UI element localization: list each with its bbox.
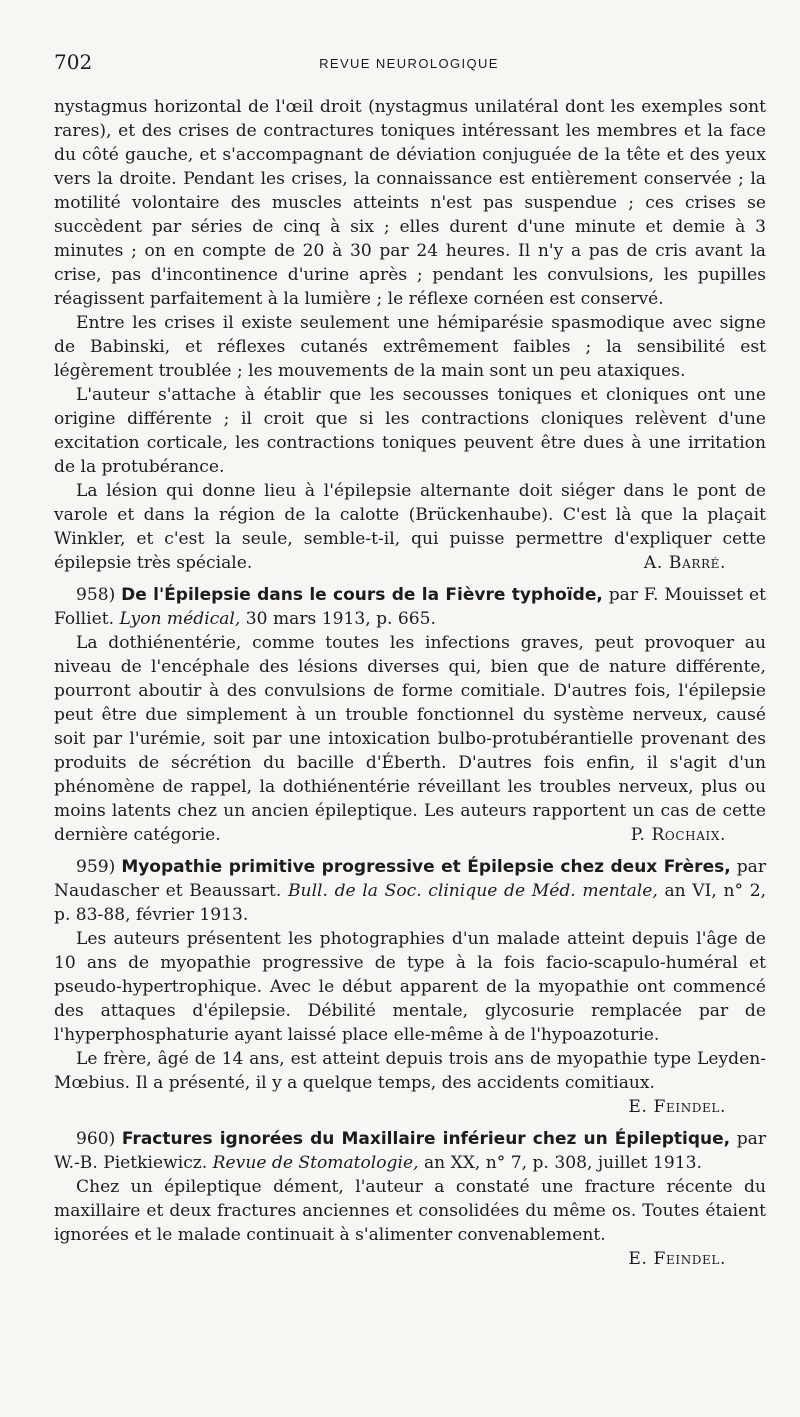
paragraph: Les auteurs présentent les photographies d'un malade atteint depuis l'âge de 10 ans de myopathie progressive de type à la fois facio-scapulo-huméral et pseudo-hypertrophique. Avec le début apparent de la myopathie ont commencé des attaques d'épilepsie. Débilité mentale, glycosurie remplacée par de l'hyperphosphaturie ayant laissé place elle-même à de l'hypoazoturie.	[54, 929, 766, 1045]
entry-journal: Bull. de la Soc. clinique de Méd. mentale,	[288, 881, 658, 901]
paragraph: Entre les crises il existe seulement une hémiparésie spasmodique avec signe de Babinski, et réflexes cutanés extrêmement faibles ; la sensibilité est légèrement troublée ; les mouvements de la main sont un peu ataxiques.	[54, 313, 766, 381]
reviewer-signature: E. Feindel.	[628, 1097, 726, 1117]
entry-title: Myopathie primitive progressive et Épilepsie chez deux Frères,	[121, 857, 731, 877]
page-header	[54, 50, 764, 74]
entry-citation: 30 mars 1913, p. 665.	[245, 609, 436, 629]
running-head: REVUE NEUROLOGIQUE	[319, 56, 499, 71]
entry-heading	[54, 583, 766, 631]
entry-authors: par Naudascher et Beaussart.	[54, 857, 767, 901]
entry-heading	[54, 855, 766, 927]
entry-journal: Lyon médical,	[119, 609, 241, 629]
paragraph: Chez un épileptique dément, l'auteur a constaté une fracture récente du maxillaire et deux fractures anciennes et consolidées du même os. Toutes étaient ignorées et le malade continuait à s'alimenter convenablement.	[54, 1177, 766, 1245]
paragraph-text: La dothiénentérie, comme toutes les infections graves, peut provoquer au niveau de l'encéphale des lésions diverses qui, bien que de nature différente, pourront aboutir à des convulsions de forme comitiale. D'autres fois, l'épilepsie peut être due simplement à un trouble fonctionnel du système nerveux, causé soit par l'urémie, soit par une intoxication bulbo-protubérantielle provenant des produits de sécrétion du bacille d'Éberth. D'autres fois enfin, il s'agit d'un phénomène de rappel, la dothiénentérie réveillant les troubles nerveux, plus ou moins latents chez un ancien épileptique. Les auteurs rapportent un cas de cette dernière catégorie.	[54, 633, 766, 845]
carryover-review	[54, 95, 766, 575]
entry-authors: par F. Mouisset et Folliet.	[54, 585, 766, 629]
entry-heading	[54, 1127, 766, 1175]
paragraph	[54, 479, 766, 575]
paragraph-text: La lésion qui donne lieu à l'épilepsie alternante doit siéger dans le pont de varole et dans la région de la calotte (Brückenhaube). C'est là que la plaçait Winkler, et c'est la seule, semble-t-il, qui puisse permettre d'expliquer cette épilepsie très spéciale.	[54, 481, 766, 573]
entry-title: Fractures ignorées du Maxillaire inférieur chez un Épileptique,	[121, 1129, 731, 1149]
reviewer-signature: P. Rochaix.	[630, 825, 726, 845]
entry-journal: Revue de Stomatologie,	[212, 1153, 419, 1173]
reviewer-signature: A. Barré.	[643, 553, 726, 573]
entry-number: 958)	[76, 585, 116, 605]
page-body	[54, 95, 766, 1271]
paragraph: nystagmus horizontal de l'œil droit (nystagmus unilatéral dont les exemples sont rares), et des crises de contractures toniques intéressant les membres et la face du côté gauche, et s'accompagnant de déviation conjuguée de la tête et des yeux vers la droite. Pendant les crises, la connaissance est entièrement conservée ; la motilité volontaire des muscles atteints n'est pas suspendue ; ces crises se succèdent par séries de cinq à six ; elles durent d'une minute et demie à 3 minutes ; on en compte de 20 à 30 par 24 heures. Il n'y a pas de cris avant la crise, pas d'incontinence d'urine après ; pendant les convulsions, les pupilles réagissent parfaitement à la lumière ; le réflexe cornéen est conservé.	[54, 97, 766, 309]
entry-title: De l'Épilepsie dans le cours de la Fièvre typhoïde,	[121, 585, 603, 605]
entry-citation: an XX, n° 7, p. 308, juillet 1913.	[423, 1153, 702, 1173]
paragraph: L'auteur s'attache à établir que les secousses toniques et cloniques ont une origine différente ; il croit que si les contractions cloniques relèvent d'une excitation corticale, les contractions toniques peuvent être dues à une irritation de la protubérance.	[54, 385, 766, 477]
review-entry-960	[54, 1127, 766, 1271]
review-entry-958	[54, 583, 766, 847]
page-number: 702	[54, 50, 93, 74]
entry-citation: an VI, n° 2, p. 83-88, février 1913.	[54, 881, 767, 925]
paragraph	[54, 631, 766, 847]
entry-number: 960)	[76, 1129, 116, 1149]
entry-number: 959)	[76, 857, 116, 877]
reviewer-signature: E. Feindel.	[628, 1249, 726, 1269]
paragraph: Le frère, âgé de 14 ans, est atteint depuis trois ans de myopathie type Leyden-Mœbius. Il a présenté, il y a quelque temps, des accidents comitiaux.	[54, 1049, 766, 1093]
entry-authors: par W.-B. Pietkiewicz.	[54, 1129, 767, 1173]
review-entry-959	[54, 855, 766, 1119]
